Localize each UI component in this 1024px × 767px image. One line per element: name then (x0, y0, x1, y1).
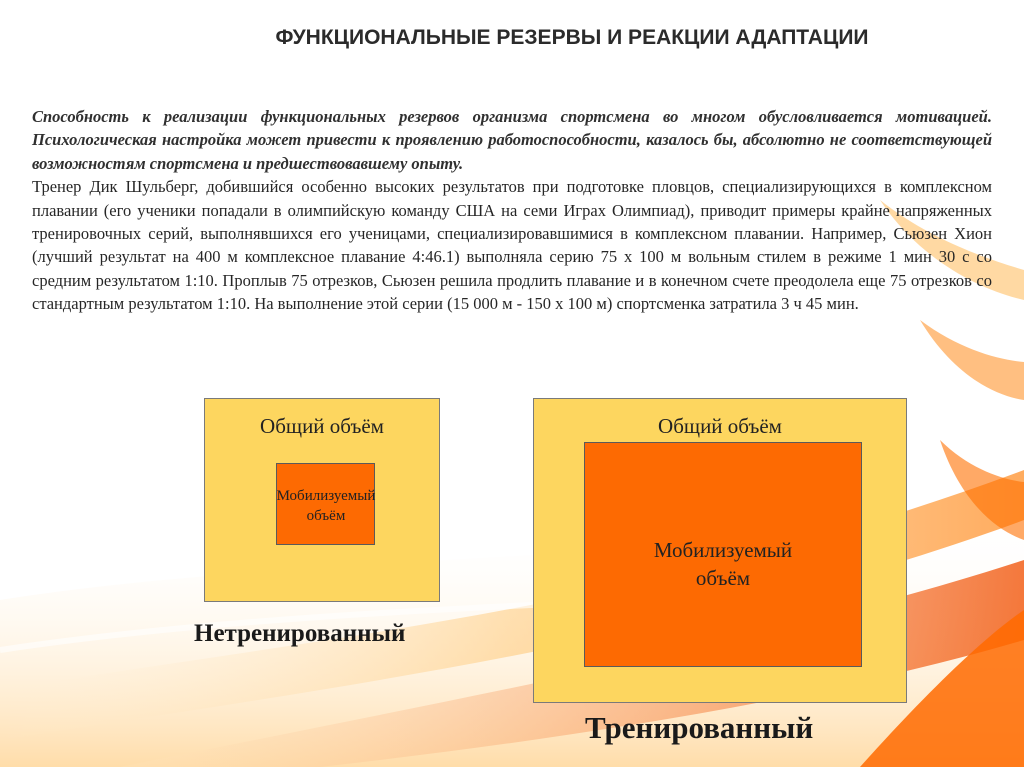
intro-paragraph: Способность к реализации функциональных резервов организма спортсмена во многом обусловливается мотивацией. Психологическая настройка может привести к проявлению работоспособности, казалось бы, абсолютно не соответствующей возможностям спортсмена и предшествовавшему опыту. (32, 107, 992, 173)
slide-text (32, 105, 992, 316)
trained-mobilized-line2: объём (695, 566, 751, 590)
trained-mobilized-line1: Мобилизуемый (653, 538, 793, 562)
slide-title: ФУНКЦИОНАЛЬНЫЕ РЕЗЕРВЫ И РЕАКЦИИ АДАПТАЦИИ (275, 26, 869, 49)
untrained-mobilized-line1: Мобилизуемый (276, 488, 376, 504)
untrained-caption: Нетренированный (194, 620, 406, 647)
untrained-mobilized-volume-label (246, 486, 406, 526)
untrained-total-volume-label: Общий объём (260, 414, 384, 438)
trained-total-volume-label: Общий объём (658, 414, 782, 438)
trained-caption: Тренированный (585, 710, 814, 745)
body-paragraph: Тренер Дик Шульберг, добившийся особенно высоких результатов при подготовке пловцов, специализирующихся в комплексном плавании (его ученики попадали в олимпийскую команду США на семи Играх Олимпиад), приводит примеры крайне напряженных тренировочных серий, выполнявшихся его ученицами, специализировавшимися в комплексном плавании. Например, Сьюзен Хион (лучший результат на 400 м комплексное плавание 4:46.1) выполняла серию 75 х 100 м вольным стилем в режиме 1 мин 30 с со средним результатом 1:10. Проплыв 75 отрезков, Сьюзен решила продлить плавание и в конечном счете преодолела еще 75 отрезков со стандартным результатом 1:10. На выполнение этой серии (15 000 м - 150 х 100 м) спортсменка затратила 3 ч 45 мин. (32, 177, 992, 314)
trained-mobilized-volume-label (584, 536, 862, 592)
untrained-mobilized-line2: объём (306, 508, 346, 524)
